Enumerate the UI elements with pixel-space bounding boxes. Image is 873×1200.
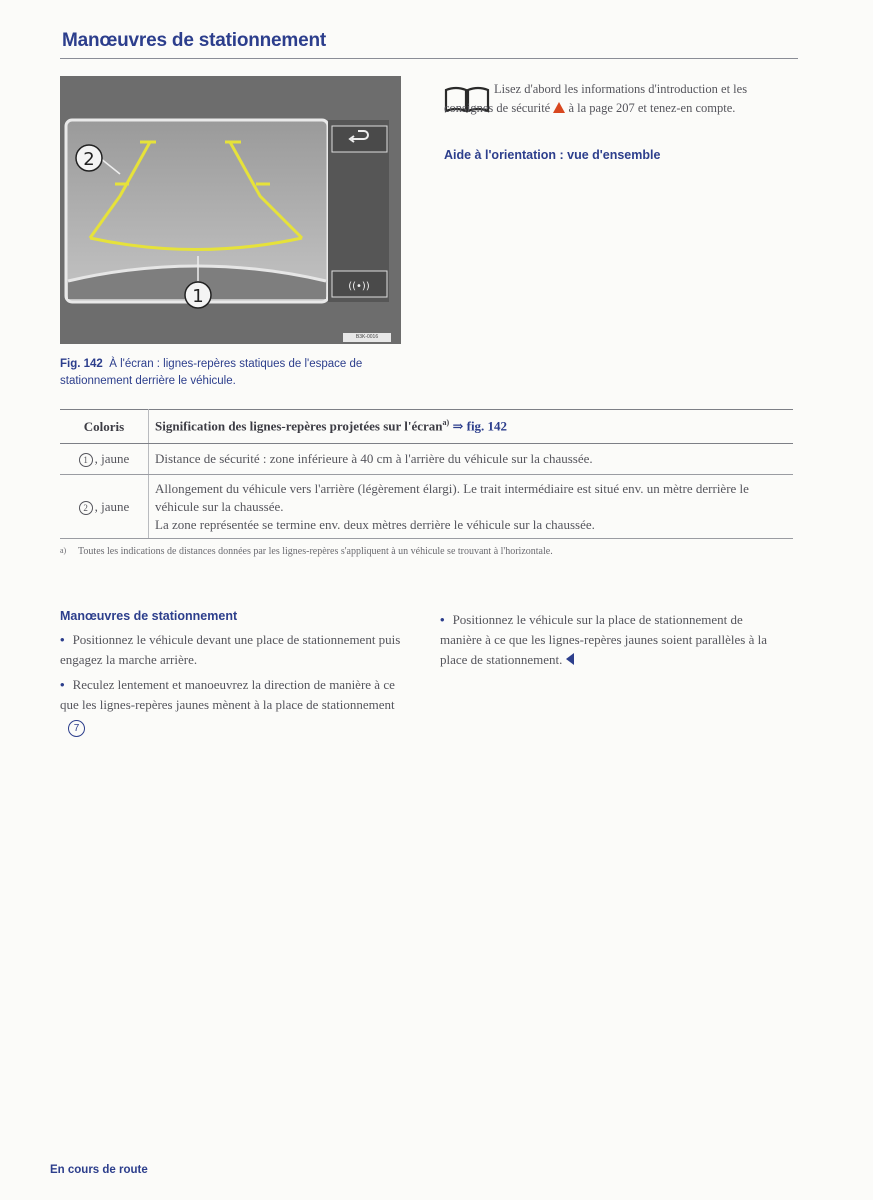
intro-text-before: Lisez d'abord les informations d'introduction et les consignes de sécurité	[444, 82, 748, 115]
list-item: • Positionnez le véhicule sur la place de stationnement de manière à ce que les lignes-repères jaunes soient parallèles à la place de stationnement.	[440, 612, 768, 667]
row-color-cell: 2 , jaune	[60, 475, 149, 539]
procedure-title: Manœuvres de stationnement	[60, 609, 238, 623]
row-meaning-cell: Distance de sécurité : zone inférieure à 40 cm à l'arrière du véhicule sur la chaussée.	[149, 444, 794, 475]
table-row	[60, 475, 793, 539]
callout-number: 2	[79, 501, 93, 515]
intro-paragraph	[444, 80, 799, 118]
intro-text-after: à la page 207 et tenez-en compte.	[568, 101, 736, 115]
caption-label: Fig. 142	[60, 358, 103, 370]
note-ref-icon[interactable]: 7	[68, 720, 85, 737]
rear-camera-screen-illustration	[60, 76, 401, 344]
procedure-column-left	[60, 630, 405, 742]
section-subheading: Aide à l'orientation : vue d'ensemble	[444, 148, 661, 162]
page-title: Manœuvres de stationnement	[62, 30, 327, 51]
callout-number: 1	[79, 453, 93, 467]
list-item: • Positionnez le véhicule devant une place de stationnement puis engagez la marche arrière.	[60, 632, 401, 667]
row-meaning-cell: Allongement du véhicule vers l'arrière (légèrement élargi). Le trait intermédiaire est situé env. un mètre derrière le véhicule sur la chaussée. La zone représentée se termine env. deux mètres derrière le véhicule sur la chaussée.	[149, 475, 794, 539]
list-item: • Reculez lentement et manoeuvrez la direction de manière à ce que les lignes-repères jaunes mènent à la place de stationnement7	[60, 675, 405, 737]
header-meaning: Signification des lignes-repères projetées sur l'écran$^{a)}$ ⇒ fig. 142	[149, 410, 794, 444]
figure-link[interactable]: ⇒ fig. 142	[452, 418, 508, 434]
footnote-ref: a)	[442, 418, 450, 428]
row-color-cell: 1 , jaune	[60, 444, 149, 475]
footnote-text: Toutes les indications de distances données par les lignes-repères s'appliquent à un véhicule se trouvant à l'horizontale.	[78, 546, 553, 557]
callout-2-label: 2	[83, 149, 95, 170]
warning-icon	[553, 102, 565, 113]
table-row	[60, 444, 793, 475]
procedure-column-right	[440, 610, 785, 675]
table-footnote	[60, 545, 790, 559]
header-color: Coloris	[60, 410, 149, 444]
svg-text:((•)): ((•))	[348, 281, 370, 292]
page-footer: En cours de route	[50, 1164, 148, 1176]
table-header-row	[60, 410, 793, 444]
footnote-mark: a)	[60, 546, 67, 555]
figure-code: B3K-0016	[343, 333, 391, 342]
end-of-section-icon	[566, 653, 574, 665]
figure-caption	[60, 356, 405, 390]
guide-lines-table	[60, 409, 793, 539]
caption-text: À l'écran : lignes-repères statiques de l'espace de stationnement derrière le véhicule.	[60, 358, 363, 387]
camera-figure	[60, 76, 401, 344]
callout-1-label: 1	[192, 286, 204, 307]
header-divider	[60, 58, 798, 59]
